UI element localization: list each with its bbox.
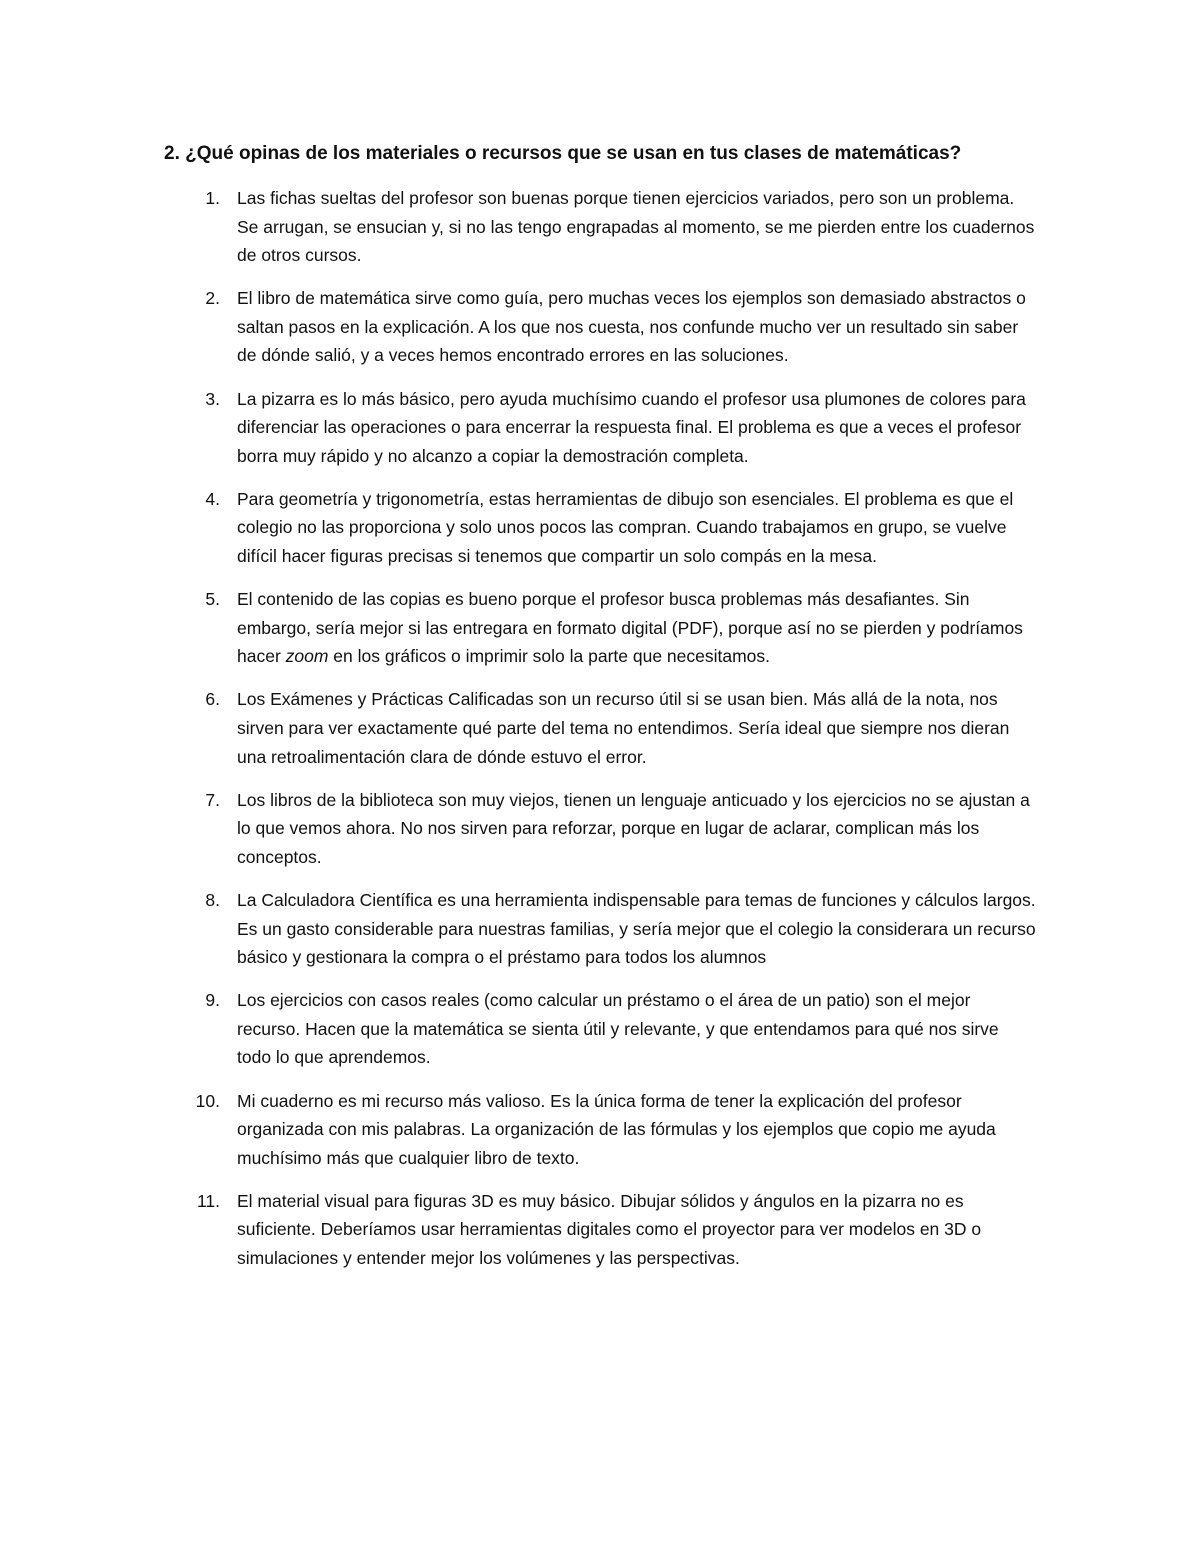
list-item-number: 8. [205,889,220,910]
list-item-text: Mi cuaderno es mi recurso más valioso. Es la única forma de tener la explicación del profesor organizada con mis palabras. La organización de las fórmulas y los ejemplos que copio me ayuda muchísimo más que cualquier libro de texto. [237,1090,996,1168]
list-item [0,184,1200,270]
list-item [0,1087,1200,1173]
list-item-text-part: en los gráficos o imprimir solo la parte que necesitamos. [328,646,771,667]
list-item-number: 11. [196,1190,220,1211]
list-item-text: El material visual para figuras 3D es muy básico. Dibujar sólidos y ángulos en la pizarra no es suficiente. Deberíamos usar herramientas digitales como el proyector para ver modelos en 3D o simulaciones y entender mejor los volúmenes y las perspectivas. [237,1190,982,1268]
list-item-text: La pizarra es lo más básico, pero ayuda muchísimo cuando el profesor usa plumones de colores para diferenciar las operaciones o para encerrar la respuesta final. El problema es que a veces el profesor borra muy rápido y no alcanzo a copiar la demostración completa. [237,388,1026,466]
emphasized-word: zoom [285,646,329,667]
list-item [0,786,1200,872]
list-item-number: 3. [205,388,220,409]
answer-list [0,184,1200,1287]
list-item-text: El libro de matemática sirve como guía, pero muchas veces los ejemplos son demasiado abstractos o saltan pasos en la explicación. A los que nos cuesta, nos confunde mucho ver un resultado sin saber de dónde salió, y a veces hemos encontrado errores en las soluciones. [237,288,1026,366]
list-item [0,886,1200,972]
list-item [0,284,1200,370]
list-item-number: 6. [205,689,220,710]
list-item-number: 10. [195,1090,220,1111]
list-item [0,685,1200,771]
list-item-number: 5. [205,589,220,610]
question-heading: 2. ¿Qué opinas de los materiales o recursos que se usan en tus clases de matemáticas? [164,143,962,164]
list-item-text: Los libros de la biblioteca son muy viejos, tienen un lenguaje anticuado y los ejercicios no se ajustan a lo que vemos ahora. No nos sirven para reforzar, porque en lugar de aclarar, complican más los conceptos. [237,789,1030,867]
list-item-text: Las fichas sueltas del profesor son buenas porque tienen ejercicios variados, pero son un problema. Se arrugan, se ensucian y, si no las tengo engrapadas al momento, se me pierden entre los cuadernos de otros cursos. [237,188,1035,266]
list-item [0,385,1200,471]
list-item-text-part: El contenido de las copias es bueno porque el profesor busca problemas más desafiantes. Sin embargo, sería mejor si las entregara en formato digital (PDF), porque así no se pierden y podríamos hacer [237,589,1023,667]
list-item [0,1187,1200,1273]
list-item-number: 9. [205,990,220,1011]
list-item [0,986,1200,1072]
list-item-text: La Calculadora Científica es una herramienta indispensable para temas de funciones y cálculos largos. Es un gasto considerable para nuestras familias, y sería mejor que el colegio la considerara un recurso básico y gestionara la compra o el préstamo para todos los alumnos [237,889,1036,968]
list-item-text [237,585,1037,671]
list-item-number: 1. [205,188,220,208]
list-item-number: 7. [205,789,220,810]
list-item [0,485,1200,571]
list-item-text: Los Exámenes y Prácticas Calificadas son un recurso útil si se usan bien. Más allá de la nota, nos sirven para ver exactamente qué parte del tema no entendimos. Sería ideal que siempre nos dieran una retroalimentación clara de dónde estuvo el error. [237,689,1010,767]
list-item-text: Los ejercicios con casos reales (como calcular un préstamo o el área de un patio) son el mejor recurso. Hacen que la matemática se sienta útil y relevante, y que entendamos para qué nos sirve todo lo que aprendemos. [237,990,999,1068]
list-item-text: Para geometría y trigonometría, estas herramientas de dibujo son esenciales. El problema es que el colegio no las proporciona y solo unos pocos las compran. Cuando trabajamos en grupo, se vuelve difícil hacer figuras precisas si tenemos que compartir un solo compás en la mesa. [237,488,1014,567]
list-item-number: 4. [205,488,220,509]
list-item-number: 2. [205,288,220,309]
list-item [0,585,1200,671]
